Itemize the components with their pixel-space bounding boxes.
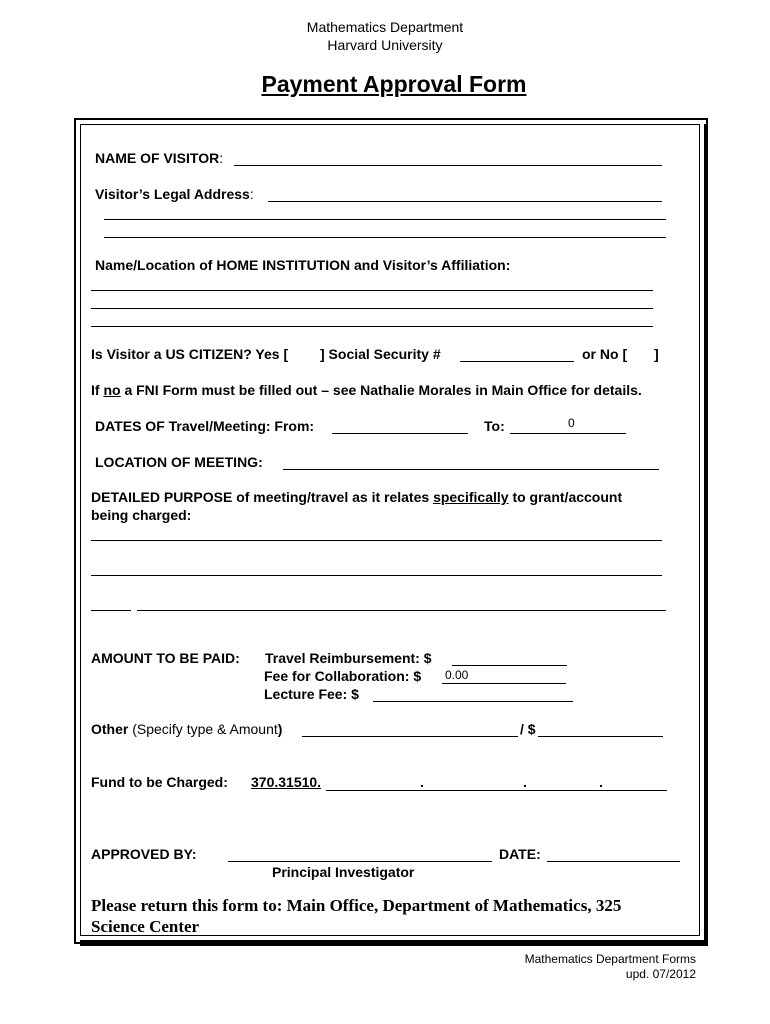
form-title: Payment Approval Form — [261, 71, 527, 97]
ssn-label: ] Social Security # — [320, 346, 441, 362]
purpose-field-2[interactable] — [91, 575, 662, 576]
fni-note: If no a FNI Form must be filled out – see Nathalie Morales in Main Office for details. — [91, 382, 642, 398]
other-amount-label: / $ — [520, 721, 536, 737]
dates-from-label: DATES OF Travel/Meeting: From: — [95, 418, 315, 434]
travel-reimbursement-field[interactable] — [452, 665, 567, 666]
legal-address-label: Visitor’s Legal Address: — [95, 186, 254, 202]
legal-address-field-3[interactable] — [104, 237, 666, 238]
collaboration-fee-field[interactable] — [442, 683, 566, 684]
university-name: Harvard University — [327, 37, 443, 53]
amount-label: AMOUNT TO BE PAID: — [91, 650, 240, 666]
purpose-field-1[interactable] — [91, 540, 662, 541]
form-frame-inner — [80, 124, 700, 936]
return-instructions-line2: Science Center — [91, 917, 200, 936]
purpose-field-3b[interactable] — [137, 610, 666, 611]
fund-field[interactable] — [326, 790, 667, 791]
footer-updated: upd. 07/2012 — [625, 967, 696, 981]
fund-dot-3: . — [599, 774, 603, 790]
footer-forms: Mathematics Department Forms — [524, 952, 696, 966]
location-field[interactable] — [283, 469, 659, 470]
other-label: Other (Specify type & Amount) — [91, 721, 283, 737]
ssn-field[interactable] — [460, 361, 574, 362]
home-institution-field-1[interactable] — [91, 290, 653, 291]
collaboration-fee-label: Fee for Collaboration: $ — [264, 668, 422, 684]
purpose-label-line2: being charged: — [91, 507, 192, 523]
visitor-name-label: NAME OF VISITOR: — [95, 150, 224, 166]
department-name: Mathematics Department — [306, 19, 464, 35]
legal-address-field-1[interactable] — [268, 201, 662, 202]
collaboration-fee-value: 0.00 — [445, 668, 469, 682]
fund-code: 370.31510. — [251, 774, 322, 790]
home-institution-field-3[interactable] — [91, 326, 653, 327]
home-institution-field-2[interactable] — [91, 308, 653, 309]
return-instructions-line1: Please return this form to: Main Office, Department of Mathematics, 325 — [91, 896, 622, 915]
fund-dot-2: . — [523, 774, 527, 790]
date-label: DATE: — [499, 846, 541, 862]
purpose-label: DETAILED PURPOSE of meeting/travel as it relates specifically to grant/account — [91, 489, 623, 505]
dates-to-label: To: — [484, 418, 505, 434]
lecture-fee-field[interactable] — [373, 701, 573, 702]
other-type-field[interactable] — [302, 736, 518, 737]
travel-reimbursement-label: Travel Reimbursement: $ — [265, 650, 432, 666]
location-label: LOCATION OF MEETING: — [95, 454, 263, 470]
home-institution-label: Name/Location of HOME INSTITUTION and Visitor’s Affiliation: — [95, 257, 511, 273]
citizen-no-close: ] — [654, 346, 659, 362]
dates-from-field[interactable] — [332, 433, 468, 434]
dates-to-field[interactable] — [510, 433, 626, 434]
approver-title: Principal Investigator — [272, 864, 415, 880]
dates-to-value: 0 — [568, 416, 575, 430]
approver-signature-field[interactable] — [228, 861, 492, 862]
legal-address-field-2[interactable] — [104, 219, 666, 220]
lecture-fee-label: Lecture Fee: $ — [264, 686, 359, 702]
date-field[interactable] — [547, 861, 680, 862]
purpose-field-3a[interactable] — [91, 610, 131, 611]
citizen-question: Is Visitor a US CITIZEN? Yes [ — [91, 346, 289, 362]
citizen-no-label: or No [ — [582, 346, 628, 362]
approved-by-label: APPROVED BY: — [91, 846, 197, 862]
other-amount-field[interactable] — [538, 736, 663, 737]
return-instructions — [91, 895, 691, 937]
visitor-name-field[interactable] — [234, 165, 662, 166]
fund-label: Fund to be Charged: — [91, 774, 228, 790]
fund-dot-1: . — [420, 774, 424, 790]
